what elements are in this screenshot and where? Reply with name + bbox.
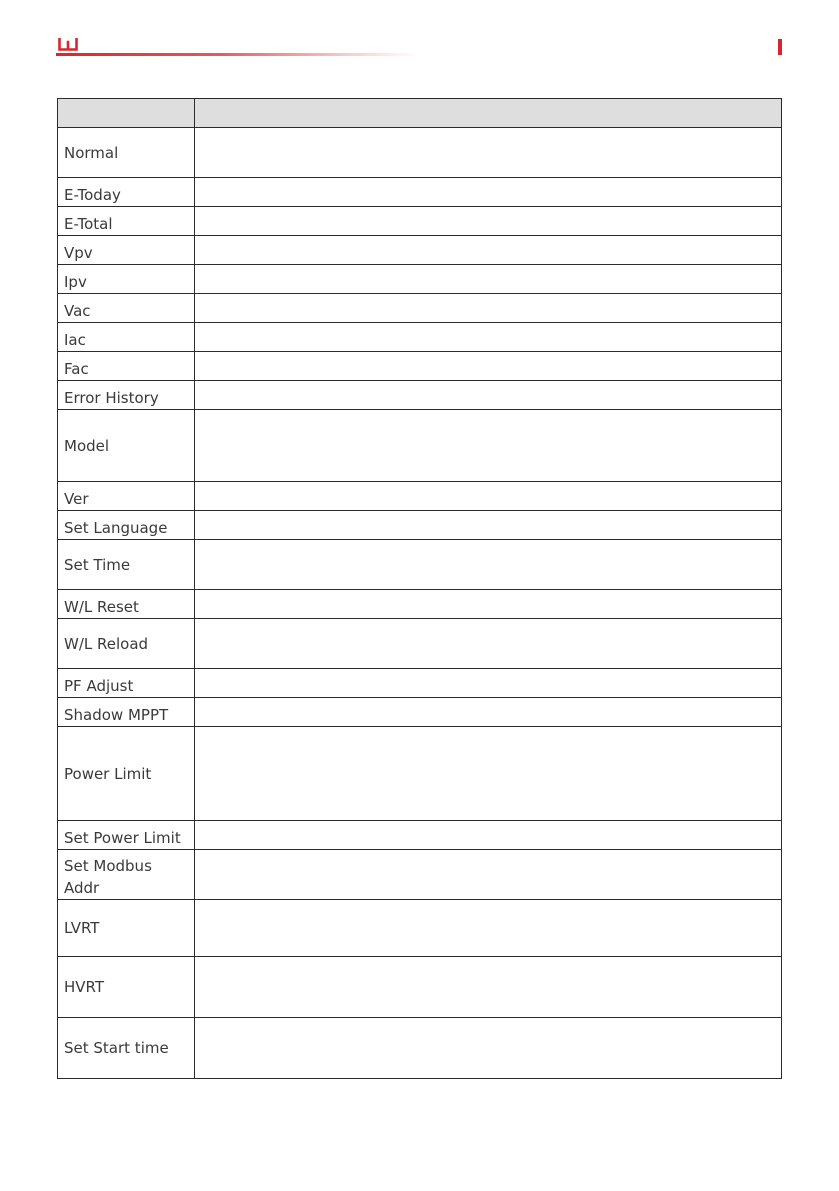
param-description (195, 207, 782, 236)
param-name: Set Power Limit (58, 821, 195, 850)
table-row (58, 900, 782, 957)
param-name: LVRT (58, 900, 195, 957)
param-description (195, 821, 782, 850)
param-description (195, 1018, 782, 1079)
table-row (58, 821, 782, 850)
param-name: Error History (58, 381, 195, 410)
param-description (195, 323, 782, 352)
param-name: Set Language (58, 511, 195, 540)
param-description (195, 352, 782, 381)
param-description (195, 482, 782, 511)
param-name: Ipv (58, 265, 195, 294)
table-row (58, 669, 782, 698)
param-description (195, 381, 782, 410)
param-name: Vac (58, 294, 195, 323)
header-rule (56, 53, 418, 56)
table-row (58, 265, 782, 294)
param-name: Normal (58, 128, 195, 178)
table-row (58, 410, 782, 482)
table-row (58, 178, 782, 207)
param-description (195, 410, 782, 482)
table-row (58, 294, 782, 323)
param-description (195, 511, 782, 540)
table-row (58, 590, 782, 619)
param-description (195, 850, 782, 900)
param-description (195, 590, 782, 619)
param-description (195, 957, 782, 1018)
brand-logo-icon (58, 38, 78, 52)
param-name: Model (58, 410, 195, 482)
param-name: PF Adjust (58, 669, 195, 698)
table-row (58, 482, 782, 511)
param-name: HVRT (58, 957, 195, 1018)
table-row (58, 381, 782, 410)
param-name: Iac (58, 323, 195, 352)
param-description (195, 669, 782, 698)
param-name: Power Limit (58, 727, 195, 821)
page-corner-mark (778, 39, 782, 55)
table-row (58, 511, 782, 540)
param-description (195, 540, 782, 590)
table-row (58, 1018, 782, 1079)
table-row (58, 540, 782, 590)
param-description (195, 128, 782, 178)
table-row (58, 957, 782, 1018)
table-row (58, 352, 782, 381)
param-description (195, 294, 782, 323)
table-row (58, 207, 782, 236)
table-row (58, 698, 782, 727)
param-description (195, 727, 782, 821)
param-name: Set Modbus Addr (58, 850, 195, 900)
table-row (58, 850, 782, 900)
param-name: Ver (58, 482, 195, 511)
table-row (58, 727, 782, 821)
table-row (58, 236, 782, 265)
param-description (195, 236, 782, 265)
param-description (195, 178, 782, 207)
param-name: Shadow MPPT (58, 698, 195, 727)
param-name: Set Time (58, 540, 195, 590)
param-description (195, 265, 782, 294)
column-header-parameter (58, 99, 195, 128)
table-row (58, 128, 782, 178)
table-row (58, 323, 782, 352)
param-name: Set Start time (58, 1018, 195, 1079)
param-description (195, 900, 782, 957)
param-name: W/L Reload (58, 619, 195, 669)
param-name: Vpv (58, 236, 195, 265)
param-name: Fac (58, 352, 195, 381)
param-description (195, 698, 782, 727)
param-description (195, 619, 782, 669)
table-row (58, 619, 782, 669)
parameter-table (57, 98, 782, 1079)
table-header-row (58, 99, 782, 128)
column-header-description (195, 99, 782, 128)
param-name: E-Total (58, 207, 195, 236)
param-name: E-Today (58, 178, 195, 207)
param-name: W/L Reset (58, 590, 195, 619)
